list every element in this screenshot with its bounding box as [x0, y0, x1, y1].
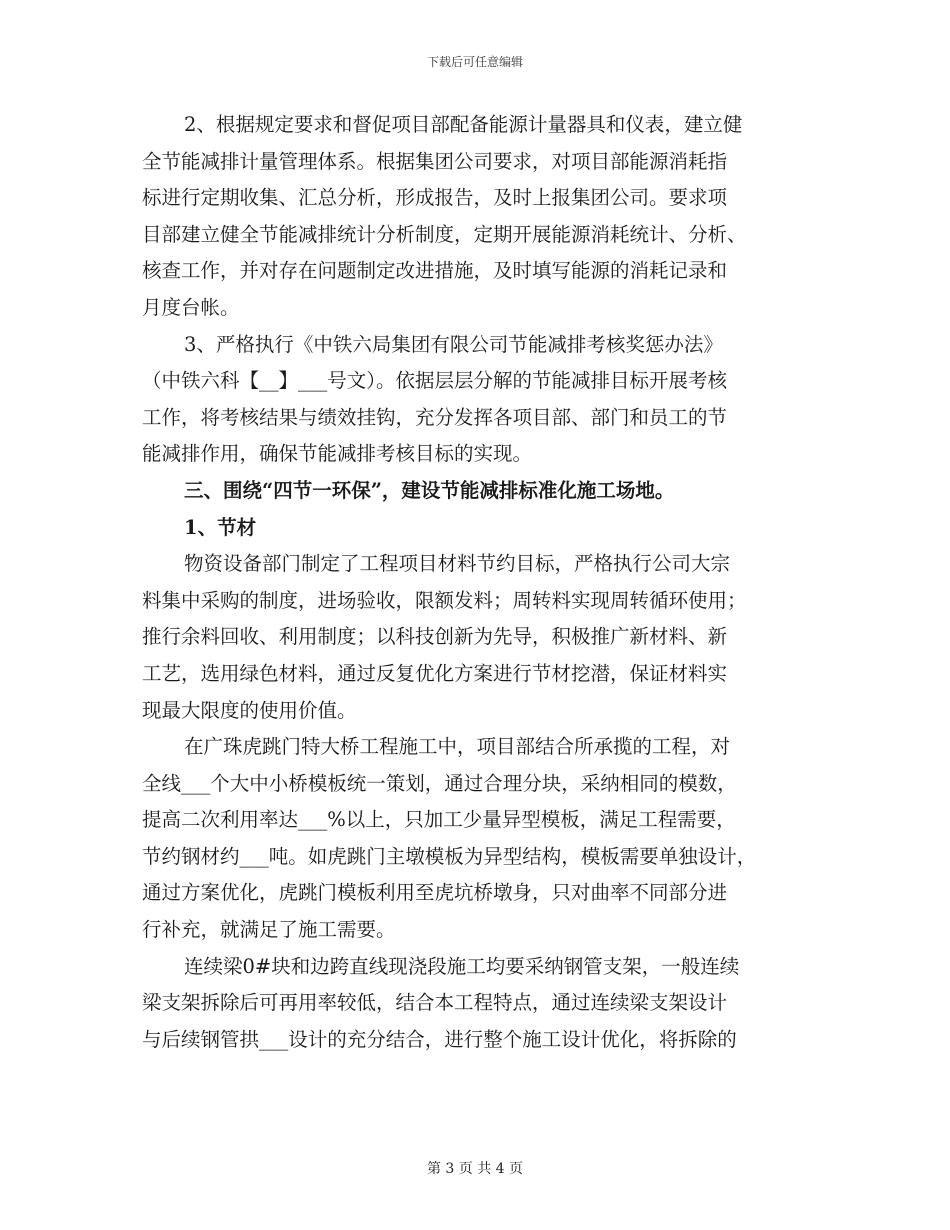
paragraph-line: 目部建立健全节能减排统计分析制度，定期开展能源消耗统计、分析、 — [142, 222, 747, 246]
paragraph-line: 标进行定期收集、汇总分析，形成报告，及时上报集团公司。要求项 — [142, 186, 728, 210]
section-heading-line: 1、节材 — [184, 515, 257, 539]
paragraph-line: 3、严格执行《中铁六局集团有限公司节能减排考核奖惩办法》 — [184, 332, 723, 356]
paragraph-line: 在广珠虎跳门特大桥工程施工中，项目部结合所承揽的工程，对 — [184, 735, 731, 759]
paragraph-line: （中铁六科【__】___号文）。依据层层分解的节能减排目标开展考核 — [142, 369, 728, 393]
paragraph-line: 与后续钢管拱___设计的充分结合，进行整个施工设计优化，将拆除的 — [142, 1027, 737, 1051]
paragraph-line: 2、根据规定要求和督促项目部配备能源计量器具和仪表，建立健 — [184, 113, 743, 136]
page-header: 下载后可任意编辑 — [426, 55, 523, 69]
paragraph-line: 梁支架拆除后可再用率较低，结合本工程特点，通过连续梁支架设计 — [142, 991, 728, 1015]
paragraph-line: 工艺，选用绿色材料，通过反复优化方案进行节材挖潜，保证材料实 — [142, 661, 728, 685]
paragraph-line: 通过方案优化，虎跳门模板利用至虎坑桥墩身，只对曲率不同部分进 — [142, 881, 728, 905]
paragraph-line: 核查工作，并对存在问题制定改进措施，及时填写能源的消耗记录和 — [142, 259, 728, 283]
page-footer: 第 3 页 共 4 页 — [426, 1161, 524, 1177]
paragraph-line: 提高二次利用率达___%以上，只加工少量异型模板，满足工程需要， — [142, 808, 736, 832]
paragraph-line: 全节能减排计量管理体系。根据集团公司要求，对项目部能源消耗指 — [142, 149, 728, 173]
paragraph-line: 物资设备部门制定了工程项目材料节约目标，严格执行公司大宗 — [184, 552, 731, 576]
document-body — [142, 107, 822, 1058]
paragraph-line: 现最大限度的使用价值。 — [142, 698, 357, 722]
paragraph-line: 月度台帐。 — [142, 295, 240, 319]
paragraph-line: 能减排作用，确保节能减排考核目标的实现。 — [142, 442, 533, 466]
paragraph-line: 行补充，就满足了施工需要。 — [142, 918, 396, 942]
paragraph-line: 料集中采购的制度，进场验收，限额发料；周转料实现周转循环使用； — [142, 588, 747, 612]
paragraph-line: 推行余料回收、利用制度；以科技创新为先导，积极推广新材料、新 — [142, 625, 728, 649]
paragraph-line: 全线___个大中小桥模板统一策划，通过合理分块，采纳相同的模数， — [142, 771, 737, 795]
paragraph-line: 节约钢材约___吨。如虎跳门主墩模板为异型结构，模板需要单独设计， — [142, 844, 757, 868]
paragraph-line: 工作，将考核结果与绩效挂钩，充分发挥各项目部、部门和员工的节 — [142, 405, 728, 429]
paragraph-line: 连续梁0#块和边跨直线现浇段施工均要采纳钢管支架，一般连续 — [184, 954, 740, 978]
section-heading-line: 三、围绕“四节一环保”，建设节能减排标准化施工场地。 — [184, 478, 675, 502]
